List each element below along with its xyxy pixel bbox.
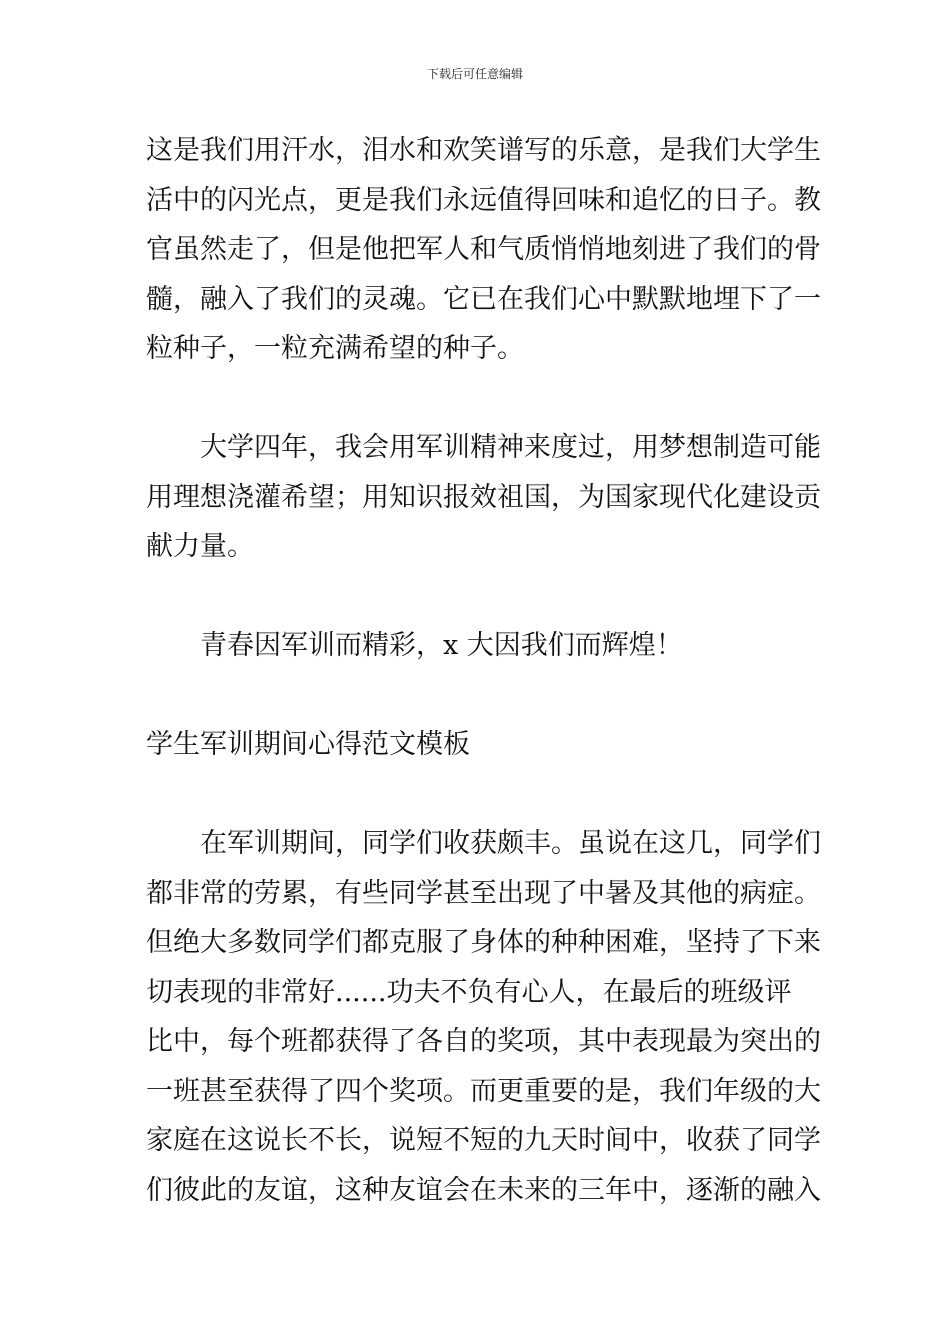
text-line: 大学四年，我会用军训精神来度过，用梦想制造可能 [200, 432, 821, 463]
section-title: 学生军训期间心得范文模板 [146, 729, 470, 760]
text-line: 献力量。 [146, 531, 254, 562]
paragraph-spacer [146, 374, 810, 424]
text-line: 官虽然走了，但是他把军人和气质悄悄地刻进了我们的骨 [146, 234, 821, 265]
paragraph-2 [146, 423, 821, 572]
text-line: 用理想浇灌希望；用知识报效祖国，为国家现代化建设贡 [146, 481, 821, 513]
text-line: 家庭在这说长不长，说短不短的九天时间中，收获了同学 [146, 1125, 821, 1156]
text-line: 在军训期间，同学们收获颇丰。虽说在这几，同学们 [200, 828, 821, 859]
text-line: 一班甚至获得了四个奖项。而更重要的是，我们年级的大 [146, 1075, 821, 1107]
text-line: 切表现的非常好......功夫不负有心人，在最后的班级评 [146, 976, 792, 1008]
paragraph-3 [146, 621, 810, 671]
paragraph-1 [146, 126, 821, 374]
paragraph-spacer [146, 770, 810, 820]
text-line: 这是我们用汗水，泪水和欢笑谱写的乐意，是我们大学生 [146, 135, 821, 166]
page-header: 下载后可任意编辑 [426, 67, 523, 81]
text-line: 但绝大多数同学们都克服了身体的种种困难，坚持了下来 [146, 927, 821, 958]
text-line: 们彼此的友谊，这种友谊会在未来的三年中，逐渐的融入 [146, 1174, 821, 1206]
text-line: 髓，融入了我们的灵魂。它已在我们心中默默地埋下了一 [146, 283, 821, 315]
paragraph-spacer [146, 671, 810, 721]
text-line: 青春因军训而精彩，x 大因我们而辉煌！ [200, 630, 683, 661]
paragraph-4 [146, 819, 821, 1215]
text-line: 比中，每个班都获得了各自的奖项，其中表现最为突出的 [146, 1026, 821, 1057]
paragraph-spacer [146, 572, 810, 622]
text-line: 都非常的劳累，有些同学甚至出现了中暑及其他的病症。 [146, 877, 821, 909]
document-body [146, 126, 821, 1215]
text-line: 活中的闪光点，更是我们永远值得回味和追忆的日子。教 [146, 184, 821, 216]
text-line: 粒种子，一粒充满希望的种子。 [146, 333, 524, 364]
